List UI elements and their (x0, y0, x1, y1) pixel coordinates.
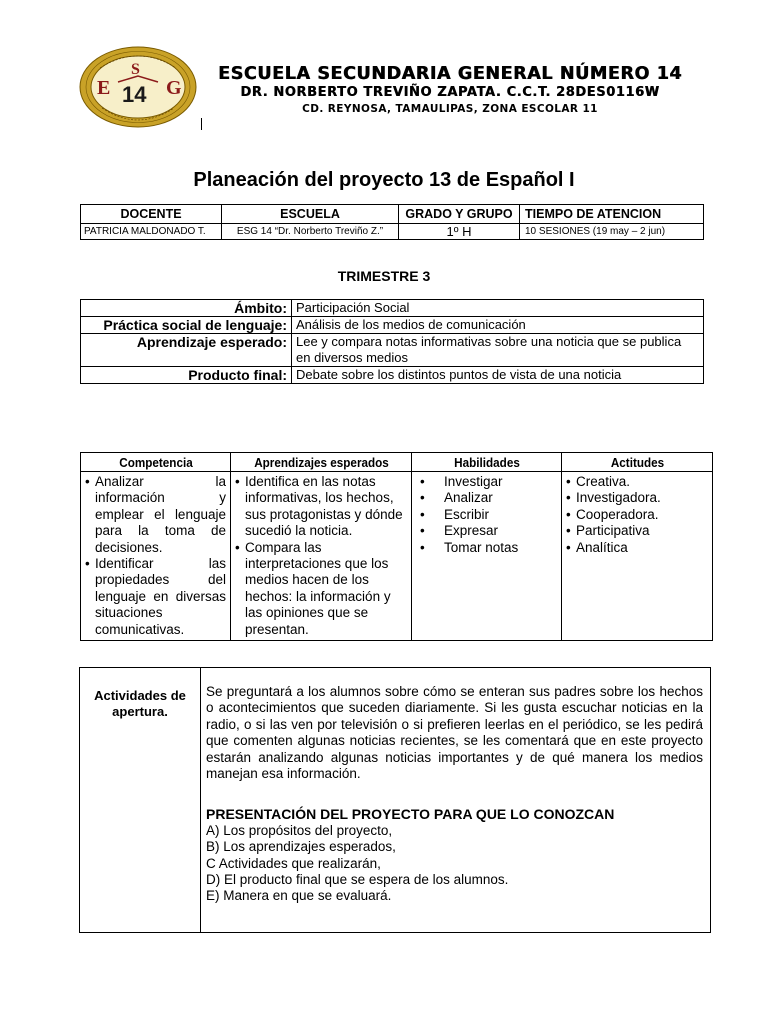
presentation-item: D) El producto final que se espera de los alumnos. (206, 872, 509, 888)
header-competencia: Competencia (88, 453, 223, 472)
ambito-table (80, 299, 704, 384)
school-seal-icon (78, 46, 198, 128)
list-item: • Cooperadora. (566, 507, 708, 523)
info-table (80, 204, 704, 240)
list-item: • Creativa. (566, 474, 708, 490)
ambito-value: Participación Social (292, 300, 704, 317)
presentation-item: C Actividades que realizarán, (206, 855, 381, 871)
svg-text:14: 14 (122, 82, 147, 107)
svg-text:G: G (166, 77, 182, 99)
list-item: • Escribir (416, 507, 557, 523)
school-location: CD. REYNOSA, TAMAULIPAS, ZONA ESCOLAR 11 (302, 103, 598, 115)
list-item: • Investigadora. (566, 490, 708, 506)
school-logo (78, 46, 198, 128)
list-item: • Tomar notas (416, 540, 557, 556)
docente-value: PATRICIA MALDONADO T. (81, 224, 222, 240)
escuela-value: ESG 14 “Dr. Norberto Treviño Z.” (222, 224, 399, 240)
list-item: • Analizar (416, 490, 557, 506)
presentation-item: A) Los propósitos del proyecto, (206, 822, 393, 838)
header-tiempo: TIEMPO DE ATENCION (520, 205, 704, 224)
actividades-body (201, 668, 711, 933)
presentation-item: B) Los aprendizajes esperados, (206, 839, 396, 855)
list-item: • Identifica en las notas informativas, los hechos, sus protagonistas y dónde sucedió la noticia. (235, 474, 407, 540)
grado-grupo-value: 1º H (399, 224, 520, 240)
aprendizaje-label: Aprendizaje esperado: (81, 334, 292, 367)
list-item: • Compara las interpretaciones que los medios hacen de los hechos: la información y las opiniones que se presentan. (235, 540, 407, 638)
producto-value: Debate sobre los distintos puntos de vista de una noticia (292, 367, 704, 384)
school-name: ESCUELA SECUNDARIA GENERAL NÚMERO 14 (217, 64, 683, 84)
presentation-title: PRESENTACIÓN DEL PROYECTO PARA QUE LO CONOZCAN (206, 806, 615, 823)
svg-text:S: S (131, 61, 140, 78)
aprendizajes-cell (231, 472, 412, 641)
header-habilidades: Habilidades (419, 453, 554, 472)
ambito-label: Ámbito: (81, 300, 292, 317)
page-title: Planeación del proyecto 13 de Español I (193, 169, 575, 191)
list-item: • Expresar (416, 523, 557, 539)
header-grado-grupo: GRADO Y GRUPO (399, 205, 520, 224)
practica-label: Práctica social de lenguaje: (81, 317, 292, 334)
competencias-table (80, 452, 713, 641)
list-item: • Participativa (566, 523, 708, 539)
actividades-paragraph: Se preguntará a los alumnos sobre cómo se enteran sus padres sobre los hechos o acontecimientos que suceden diariamente. Si les gusta escuchar noticias en la radio, o si las ven por televisión o si prefieren leerlas en el periódico, se les pedirá que comenten algunas noticias recientes, se les comentará que en este proyecto estarán analizando algunas noticias importantes y de qué manera los medios manejan esa información. (206, 684, 703, 782)
tiempo-value: 10 SESIONES (19 may – 2 jun) (520, 224, 704, 240)
trimester-heading: TRIMESTRE 3 (337, 268, 431, 284)
competencia-cell (81, 472, 231, 641)
producto-label: Producto final: (81, 367, 292, 384)
presentation-item: E) Manera en que se evaluará. (206, 888, 392, 904)
practica-value: Análisis de los medios de comunicación (292, 317, 704, 334)
actividades-table (79, 667, 711, 933)
aprendizaje-value: Lee y compara notas informativas sobre una noticia que se publica en diversos medios (292, 334, 704, 367)
habilidades-cell (412, 472, 562, 641)
list-item: • Analizar la información y emplear el lenguaje para la toma de decisiones. (85, 474, 226, 556)
school-director: DR. NORBERTO TREVIÑO ZAPATA. C.C.T. 28DES0116W (240, 85, 660, 100)
header-aprendizajes: Aprendizajes esperados (240, 453, 403, 472)
list-item: • Investigar (416, 474, 557, 490)
header-escuela: ESCUELA (222, 205, 399, 224)
list-item: • Identificar las propiedades del lenguaje en diversas situaciones comunicativas. (85, 556, 226, 638)
header-docente: DOCENTE (81, 205, 222, 224)
header-actitudes: Actitudes (569, 453, 705, 472)
actitudes-cell (562, 472, 713, 641)
actividades-label: Actividades de apertura. (80, 668, 201, 933)
list-item: • Analítica (566, 540, 708, 556)
svg-text:E: E (97, 77, 111, 99)
text-cursor (201, 118, 202, 130)
